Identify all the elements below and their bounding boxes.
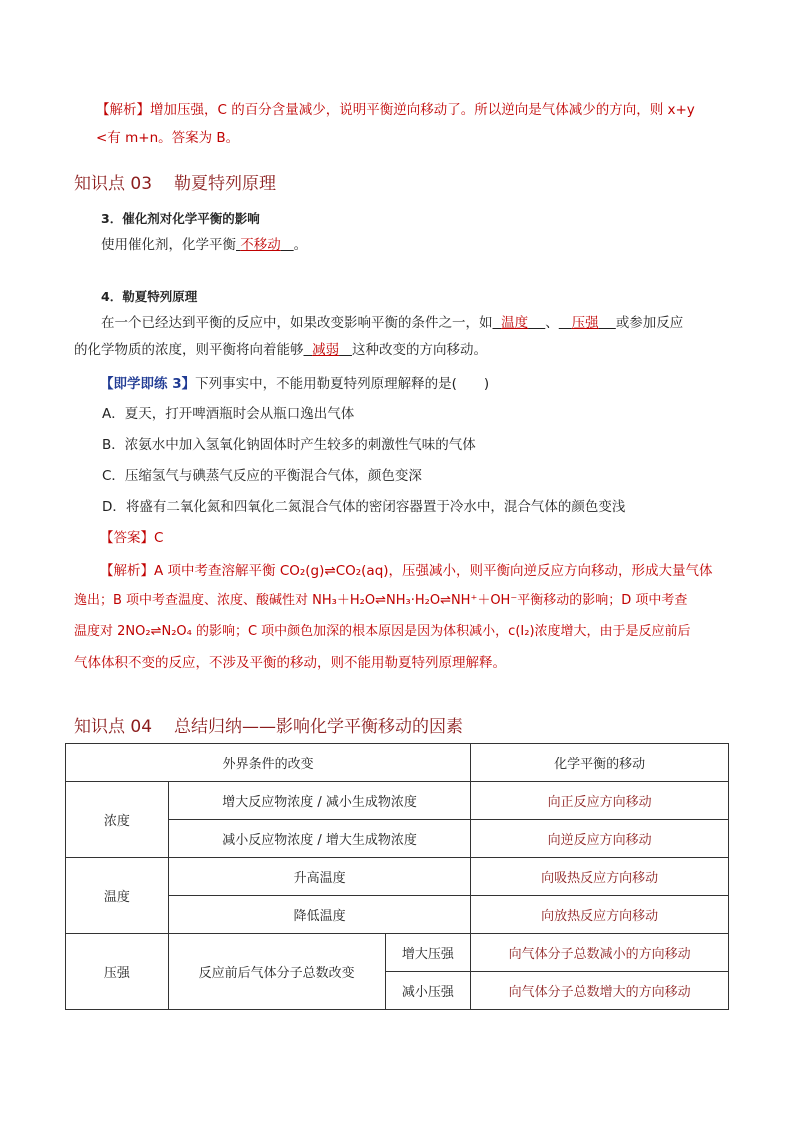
analysis-2-line-4: 气体体积不变的反应，不涉及平衡的移动，则不能用勒夏特列原理解释。	[74, 655, 506, 671]
summary-table	[65, 743, 729, 1010]
item-4-text: 、	[545, 315, 559, 331]
practice-question-text: 下列事实中，不能用勒夏特列原理解释的是( )	[195, 376, 490, 392]
pressure-subcondition: 反应前后气体分子总数改变	[168, 934, 385, 1010]
practice-option-a: A．夏天，打开啤酒瓶时会从瓶口逸出气体	[102, 406, 355, 422]
result-cell: 向正反应方向移动	[471, 782, 729, 820]
section-04-heading	[74, 712, 463, 737]
condition-cell: 增大压强	[385, 934, 471, 972]
section-title: 总结归纳——影响化学平衡移动的因素	[174, 717, 464, 737]
item-4-text: 的化学物质的浓度，则平衡将向着能够	[74, 342, 304, 358]
blank-underline	[528, 315, 545, 331]
condition-cell: 增大反应物浓度 / 减小生成物浓度	[168, 782, 471, 820]
table-row	[66, 782, 729, 820]
item-4-text: 或参加反应	[615, 315, 684, 331]
analysis-text: A 项中考查溶解平衡 CO₂(g)⇌CO₂(aq)，压强减小，则平衡向逆反应方向移动，形成大量气体	[154, 563, 713, 579]
item-3-text	[101, 235, 307, 255]
blank-underline	[339, 342, 352, 358]
blank-underline	[599, 315, 616, 331]
item-4-blank-weaken: 减弱	[312, 342, 340, 358]
item-4-line-1	[101, 313, 683, 333]
practice-option-d: D．将盛有二氧化氮和四氧化二氮混合气体的密闭容器置于冷水中，混合气体的颜色变浅	[102, 499, 626, 515]
answer-value: C	[154, 530, 164, 546]
condition-cell: 降低温度	[168, 896, 471, 934]
practice-question	[100, 374, 489, 394]
practice-option-c: C．压缩氢气与碘蒸气反应的平衡混合气体，颜色变深	[102, 468, 422, 484]
item-4-text: 在一个已经达到平衡的反应中，如果改变影响平衡的条件之一，如	[101, 315, 493, 331]
condition-cell: 减小压强	[385, 972, 471, 1010]
blank-underline	[493, 315, 502, 331]
analysis-1-line-2: <有 m+n。答案为 B。	[96, 130, 240, 146]
result-cell: 向逆反应方向移动	[471, 820, 729, 858]
blank-underline	[304, 342, 313, 358]
item-4-blank-pressure: 压强	[571, 315, 599, 331]
result-cell: 向气体分子总数减小的方向移动	[471, 934, 729, 972]
result-cell: 向放热反应方向移动	[471, 896, 729, 934]
analysis-1-line-1	[96, 100, 695, 120]
analysis-tag: 【解析】	[100, 563, 154, 579]
analysis-tag: 【解析】	[96, 102, 150, 118]
item-4-heading: 4．勒夏特列原理	[101, 289, 198, 304]
item-3-heading: 3．催化剂对化学平衡的影响	[101, 211, 260, 226]
item-4-text: 这种改变的方向移动。	[351, 342, 487, 358]
analysis-2-line-1	[100, 561, 713, 581]
section-number: 知识点 03	[74, 174, 153, 194]
condition-cell: 升高温度	[168, 858, 471, 896]
table-row	[66, 858, 729, 896]
item-3-blank: 不移动	[240, 237, 281, 253]
answer-tag: 【答案】	[100, 530, 154, 546]
practice-option-b: B．浓氨水中加入氢氧化钠固体时产生较多的刺激性气味的气体	[102, 437, 476, 453]
item-4-line-2	[74, 340, 487, 360]
row-label-pressure: 压强	[66, 934, 169, 1010]
row-label-temperature: 温度	[66, 858, 169, 934]
table-header-left: 外界条件的改变	[66, 744, 471, 782]
result-cell: 向吸热反应方向移动	[471, 858, 729, 896]
table-header-right: 化学平衡的移动	[471, 744, 729, 782]
practice-answer	[100, 528, 163, 548]
practice-tag: 【即学即练 3】	[100, 376, 196, 392]
item-4-blank-temperature: 温度	[501, 315, 529, 331]
analysis-text: 增加压强，C 的百分含量减少，说明平衡逆向移动了。所以逆向是气体减少的方向，则 x+y	[150, 102, 695, 118]
blank-underline	[559, 315, 572, 331]
item-3-text-after: 。	[293, 237, 308, 253]
analysis-2-line-3: 温度对 2NO₂⇌N₂O₄ 的影响；C 项中颜色加深的根本原因是因为体积减小，c(I₂)浓度增大，由于是反应前后	[74, 624, 691, 639]
table-row	[66, 934, 729, 972]
condition-cell: 减小反应物浓度 / 增大生成物浓度	[168, 820, 471, 858]
table-header-row	[66, 744, 729, 782]
row-label-concentration: 浓度	[66, 782, 169, 858]
section-number: 知识点 04	[74, 717, 153, 737]
section-title: 勒夏特列原理	[174, 174, 277, 194]
blank-underline	[281, 237, 294, 253]
section-03-heading	[74, 169, 276, 194]
result-cell: 向气体分子总数增大的方向移动	[471, 972, 729, 1010]
item-3-text-before: 使用催化剂，化学平衡	[101, 237, 236, 253]
analysis-2-line-2: 逸出；B 项中考查温度、浓度、酸碱性对 NH₃＋H₂O⇌NH₃·H₂O⇌NH⁺＋OH⁻平衡移动的影响；D 项中考查	[74, 593, 688, 608]
